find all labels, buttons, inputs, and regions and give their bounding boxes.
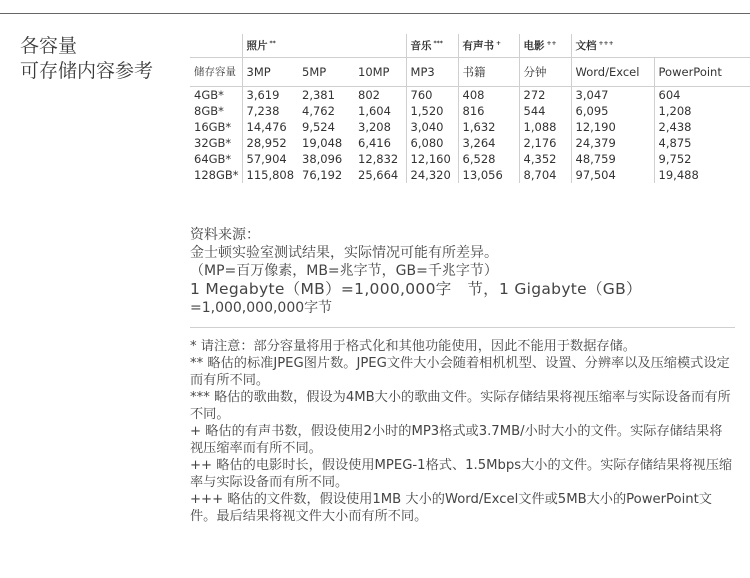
group-header-row [190, 34, 750, 58]
table-cell: 7,238 [242, 103, 298, 119]
table-cell: 9,752 [654, 151, 750, 167]
table-cell: 604 [654, 87, 750, 104]
table-cell: 1,632 [458, 119, 519, 135]
table-cell: 28,952 [242, 135, 298, 151]
capacity-table [190, 34, 750, 183]
table-cell: 24,379 [571, 135, 654, 151]
table-cell: 3,619 [242, 87, 298, 104]
table-row [190, 151, 750, 167]
footnote-2: ** 略估的标准JPEG图片数。JPEG文件大小会随着相机机型、设置、分辨率以及压缩模式设定而有所不同。 [190, 356, 730, 388]
notes-section [190, 226, 735, 525]
capacity-cell: 128GB* [194, 168, 239, 182]
unit-word-excel: Word/Excel [571, 58, 654, 87]
group-movies: 电影 ++ [519, 34, 571, 58]
unit-mp3: MP3 [406, 58, 458, 87]
table-cell: 9,524 [302, 120, 335, 134]
capacity-cell: 4GB* [194, 88, 224, 102]
unit-10mp: 10MP [354, 58, 406, 87]
table-row [190, 135, 750, 151]
table-cell: 8,704 [519, 167, 571, 183]
capacity-cell: 16GB* [194, 120, 232, 134]
table-cell: 4,352 [519, 151, 571, 167]
source-line-2: （MP=百万像素，MB=兆字节，GB=千兆字节） [190, 263, 498, 279]
table-cell: 3,208 [358, 120, 391, 134]
unit-5mp: 5MP [298, 58, 354, 87]
table-cell: 544 [519, 103, 571, 119]
table-cell: 760 [406, 87, 458, 104]
table-cell: 4,875 [654, 135, 750, 151]
table-cell: 97,504 [571, 167, 654, 183]
source-label: 资料来源： [190, 227, 260, 243]
source-line-4: =1,000,000,000字节 [190, 300, 333, 316]
group-audiobooks: 有声书 + [458, 34, 519, 58]
group-photos: 照片 ** [242, 34, 406, 58]
footnote-3: *** 略估的歌曲数，假设为4MB大小的歌曲文件。实际存储结果将视压缩率与实际设备而有所不同。 [190, 390, 731, 422]
table-cell: 12,160 [406, 151, 458, 167]
table-row [190, 87, 750, 104]
table-cell: 2,438 [654, 119, 750, 135]
table-cell: 1,520 [406, 103, 458, 119]
table-cell: 14,476 [242, 119, 298, 135]
notes-divider [190, 327, 735, 328]
page-title-line2: 可存储内容参考 [20, 60, 154, 82]
table-cell: 3,264 [458, 135, 519, 151]
table-row [190, 167, 750, 183]
table-cell: 816 [458, 103, 519, 119]
unit-books: 书籍 [458, 58, 519, 87]
group-music: 音乐 *** [406, 34, 458, 58]
footnote-1: * 请注意：部分容量将用于格式化和其他功能使用，因此不能用于数据存储。 [190, 339, 636, 354]
table-cell: 1,604 [358, 104, 391, 118]
table-row [190, 119, 750, 135]
table-cell: 25,664 [358, 168, 399, 182]
page-title [20, 34, 153, 84]
table-cell: 13,056 [458, 167, 519, 183]
table-cell: 1,208 [654, 103, 750, 119]
table-cell: 2,176 [519, 135, 571, 151]
table-cell: 12,832 [358, 152, 399, 166]
table-cell: 1,088 [519, 119, 571, 135]
table-cell: 76,192 [302, 168, 343, 182]
table-cell: 19,488 [654, 167, 750, 183]
table-cell: 48,759 [571, 151, 654, 167]
capacity-cell: 32GB* [194, 136, 232, 150]
capacity-cell: 8GB* [194, 104, 224, 118]
top-rule [0, 13, 750, 14]
capacity-cell: 64GB* [194, 152, 232, 166]
table-cell: 4,762 [302, 104, 335, 118]
table-cell: 408 [458, 87, 519, 104]
table-cell: 6,416 [358, 136, 391, 150]
footnote-5: ++ 略估的电影时长，假设使用MPEG-1格式、1.5Mbps大小的文件。实际存储结果将视压缩率与实际设备而有所不同。 [190, 458, 733, 490]
footnote-6: +++ 略估的文件数，假设使用1MB 大小的Word/Excel文件或5MB大小的PowerPoint文件。最后结果将视文件大小而有所不同。 [190, 492, 712, 524]
table-row [190, 103, 750, 119]
table-cell: 272 [519, 87, 571, 104]
table-cell: 12,190 [571, 119, 654, 135]
table-cell: 57,904 [242, 151, 298, 167]
table-cell: 19,048 [302, 136, 343, 150]
table-cell: 38,096 [302, 152, 343, 166]
table-cell: 2,381 [302, 88, 335, 102]
group-documents: 文档 +++ [571, 34, 750, 58]
page-title-line1: 各容量 [20, 35, 78, 57]
table-cell: 24,320 [406, 167, 458, 183]
table-cell: 6,528 [458, 151, 519, 167]
source-line-3: 1 Megabyte（MB）=1,000,000字 节，1 Gigabyte（GB） [190, 280, 642, 298]
table-cell: 6,080 [406, 135, 458, 151]
unit-header-row [190, 58, 750, 87]
unit-minutes: 分钟 [519, 58, 571, 87]
table-cell: 6,095 [571, 103, 654, 119]
capacity-header: 储存容量 [190, 58, 242, 87]
table-cell: 3,040 [406, 119, 458, 135]
unit-powerpoint: PowerPoint [654, 58, 750, 87]
corner-cell [190, 34, 242, 58]
footnote-4: + 略估的有声书数，假设使用2小时的MP3格式或3.7MB/小时大小的文件。实际存储结果将视压缩率而有所不同。 [190, 424, 723, 456]
unit-3mp: 3MP [242, 58, 298, 87]
table-cell: 802 [358, 88, 380, 102]
source-line-1: 金士顿实验室测试结果，实际情况可能有所差异。 [190, 245, 498, 261]
table-cell: 115,808 [242, 167, 298, 183]
table-cell: 3,047 [571, 87, 654, 104]
